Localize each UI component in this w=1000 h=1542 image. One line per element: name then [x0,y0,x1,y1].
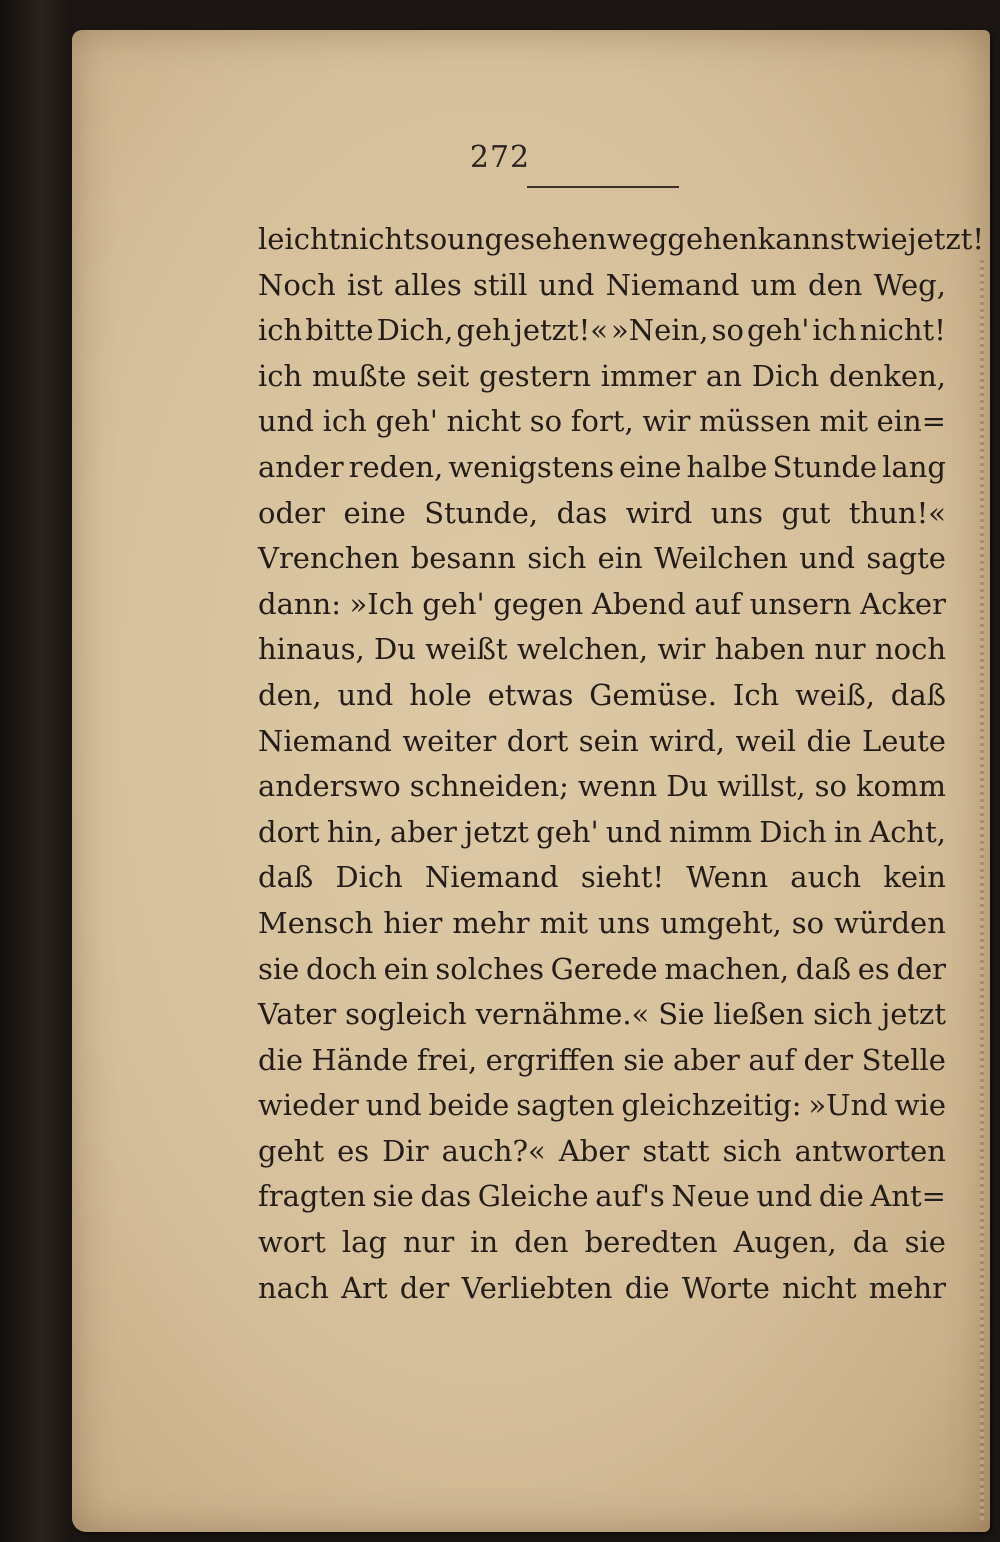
text-line [258,359,946,405]
word: wie [856,222,908,256]
word: umgeht, [660,905,782,940]
text-line [258,1225,946,1271]
word: die [258,1042,304,1077]
word: wenn [577,769,658,804]
word: den [808,267,863,302]
word: Acker [860,586,946,621]
word: aber [389,814,457,849]
word: besann [410,541,516,576]
word: thun!« [848,495,946,530]
word: an [705,358,742,393]
word: geh' [422,586,485,621]
text-line [258,1134,946,1180]
word: lang [882,449,946,484]
word: ich [258,313,303,348]
word: sie [904,1225,946,1260]
word: »Nein, [611,313,709,348]
word: weil [735,723,797,758]
word: doch [305,951,377,986]
word: wir [657,632,706,667]
word: und [538,267,595,302]
word: geht [258,1133,325,1168]
word: welchen, [516,632,649,667]
word: halbe [686,449,768,484]
word: um [750,267,797,302]
text-line [258,724,946,770]
word: auf [694,586,742,621]
word: Neue [671,1179,750,1214]
word: noch [874,632,946,667]
word: schneiden; [409,769,569,804]
text-line [258,632,946,678]
word: nur [402,1225,455,1260]
word: ergriffen [485,1042,615,1077]
word: sie [258,951,300,986]
word: der [803,1042,854,1077]
word: weißt [425,632,508,667]
word: lag [341,1225,387,1260]
word: sie [372,1179,414,1214]
text-line [258,1271,946,1317]
word: Du [374,632,416,667]
word: Acht, [869,814,946,849]
word: anderswo [258,769,401,804]
word: frei, [416,1042,478,1077]
word: ein [383,951,429,986]
word: weiß, [795,677,875,712]
word: sich [722,1133,782,1168]
word: und [258,404,314,439]
word: wort [258,1225,326,1260]
word: die [818,1179,864,1214]
word: bitte [305,313,374,348]
word: ein= [876,404,946,439]
word: Dich [751,358,820,393]
word: Vrenchen [258,541,400,576]
word: so [414,222,448,256]
word: Dich [335,860,403,895]
word: den [514,1225,569,1260]
word: in [470,1225,499,1260]
word: hin, [326,814,383,849]
word: Ant= [870,1179,946,1214]
word: denken, [828,358,946,393]
word: wie [894,1088,946,1123]
word: wird, [649,723,726,758]
word: nicht [340,222,415,256]
word: wir [642,404,691,439]
word: Weilchen [654,541,788,576]
word: Worte [681,1270,770,1305]
word: statt [642,1133,710,1168]
header-rule [527,186,679,188]
word: alles [393,267,462,302]
word: sie [623,1042,665,1077]
text-line [258,268,946,314]
word: gestern [479,358,591,393]
text-line [258,1088,946,1134]
word: nicht [446,404,522,439]
text-line [258,906,946,952]
word: sogleich [345,997,467,1032]
word: jetzt [881,997,946,1032]
word: sagte [866,541,946,576]
word: wird [625,495,693,530]
word: vernähme.« [475,997,650,1032]
word: uns [598,905,651,940]
word: ich [812,313,857,348]
word: mußte [312,358,407,393]
text-line [258,678,946,724]
word: das [556,495,608,530]
word: und [337,677,394,712]
word: mehr [868,1270,946,1305]
word: müssen [699,404,811,439]
word: antworten [794,1133,946,1168]
word: Verliebten [461,1270,613,1305]
word: dort [506,723,569,758]
word: etwas [487,677,574,712]
word: Niemand [605,267,740,302]
text-line [258,1043,946,1089]
word: mit [819,404,868,439]
word: so [711,313,744,348]
word: Stunde [772,449,878,484]
word: Dir [382,1133,429,1168]
word: »Ich [349,586,414,621]
text-line [258,313,946,359]
word: ich [258,358,303,393]
word: Art [341,1270,388,1305]
text-line [258,997,946,1043]
word: komm [855,769,946,804]
text-line [258,404,946,450]
word: da [852,1225,889,1260]
word: nach [258,1270,329,1305]
word: still [472,267,528,302]
word: Hände [311,1042,409,1077]
word: hinaus, [258,632,365,667]
word: Stelle [861,1042,946,1077]
word: nimm [669,814,752,849]
text-line [258,1179,946,1225]
word: Gleiche [477,1179,589,1214]
word: Noch [258,267,336,302]
word: weggehen [606,222,758,256]
word: Stunde, [424,495,539,530]
word: leicht [258,222,341,256]
word: mit [539,905,589,940]
word: »Und [808,1088,888,1123]
word: Aber [558,1133,630,1168]
word: Ich [732,677,780,712]
word: jetzt! [907,222,985,256]
word: Mensch [258,905,374,940]
word: unsern [749,586,852,621]
word: so [791,905,825,940]
word: kannst [757,222,857,256]
word: geh' [536,814,599,849]
word: dort [258,814,320,849]
word: ließen [713,997,805,1032]
word: gleichzeitig: [621,1088,802,1123]
word: nicht! [859,313,946,348]
text-line [258,769,946,815]
word: den, [258,677,322,712]
text-line [258,222,985,268]
word: Gemüse. [589,677,718,712]
word: Leute [862,723,946,758]
page-number: 272 [469,140,531,175]
word: geh' [746,313,810,348]
word: es [337,1133,370,1168]
text-line [258,450,946,496]
word: und [799,541,856,576]
word: sagten [516,1088,615,1123]
word: mehr [452,905,530,940]
word: Weg, [873,267,946,302]
word: willst, [717,769,806,804]
word: Vater [258,997,337,1032]
text-line [258,587,946,633]
word: eine [343,495,406,530]
word: jetzt!« [513,313,608,348]
word: Du [666,769,709,804]
word: ist [346,267,383,302]
word: so [529,404,563,439]
word: Dich, [376,313,454,348]
text-line [258,541,946,587]
word: Augen, [733,1225,837,1260]
word: ich [322,404,367,439]
word: Niemand [258,723,392,758]
word: ander [258,449,344,484]
word: und [756,1179,813,1214]
word: Niemand [424,860,559,895]
word: nur [814,632,866,667]
word: jetzt [464,814,529,849]
text-line [258,952,946,998]
word: sich [813,997,873,1032]
word: sieht! [580,860,665,895]
word: Wenn [686,860,769,895]
word: es [857,951,890,986]
word: nicht [782,1270,857,1305]
word: machen, [664,951,790,986]
word: hole [409,677,472,712]
word: sich [527,541,587,576]
word: auf's [595,1179,665,1214]
word: kein [883,860,946,895]
word: die [806,723,852,758]
word: das [420,1179,472,1214]
word: haben [714,632,806,667]
word: reden, [348,449,444,484]
word: seit [416,358,470,393]
word: daß [795,951,852,986]
word: Sie [658,997,705,1032]
word: auf [748,1042,796,1077]
word: Abend [591,586,686,621]
word: uns [710,495,764,530]
word: eine [619,449,682,484]
word: solches [435,951,544,986]
text-line [258,815,946,861]
word: gut [781,495,831,530]
word: daß [890,677,946,712]
word: gegen [493,586,584,621]
word: beredten [584,1225,718,1260]
word: wieder [258,1088,359,1123]
word: wenigstens [448,449,615,484]
word: aber [673,1042,740,1077]
word: auch?« [441,1133,546,1168]
word: die [624,1270,670,1305]
word: hier [383,905,443,940]
word: beide [428,1088,510,1123]
word: geh' [375,404,438,439]
word: und [605,814,662,849]
text-line [258,860,946,906]
word: der [399,1270,450,1305]
word: ein [597,541,643,576]
word: fort, [570,404,634,439]
word: so [814,769,847,804]
word: geh [456,313,511,348]
word: oder [258,495,326,530]
page-edge-decoration [980,260,984,1520]
word: der [896,951,946,986]
word: fragten [258,1179,366,1214]
word: und [365,1088,422,1123]
word: in [834,814,862,849]
word: sein [578,723,639,758]
word: dann: [258,586,341,621]
text-line [258,496,946,542]
body-text [258,222,985,1316]
word: Dich [759,814,827,849]
word: daß [258,860,314,895]
word: Gerede [550,951,658,986]
word: immer [600,358,697,393]
word: weiter [402,723,497,758]
word: auch [790,860,862,895]
word: ungesehen [447,222,607,256]
word: würden [834,905,946,940]
